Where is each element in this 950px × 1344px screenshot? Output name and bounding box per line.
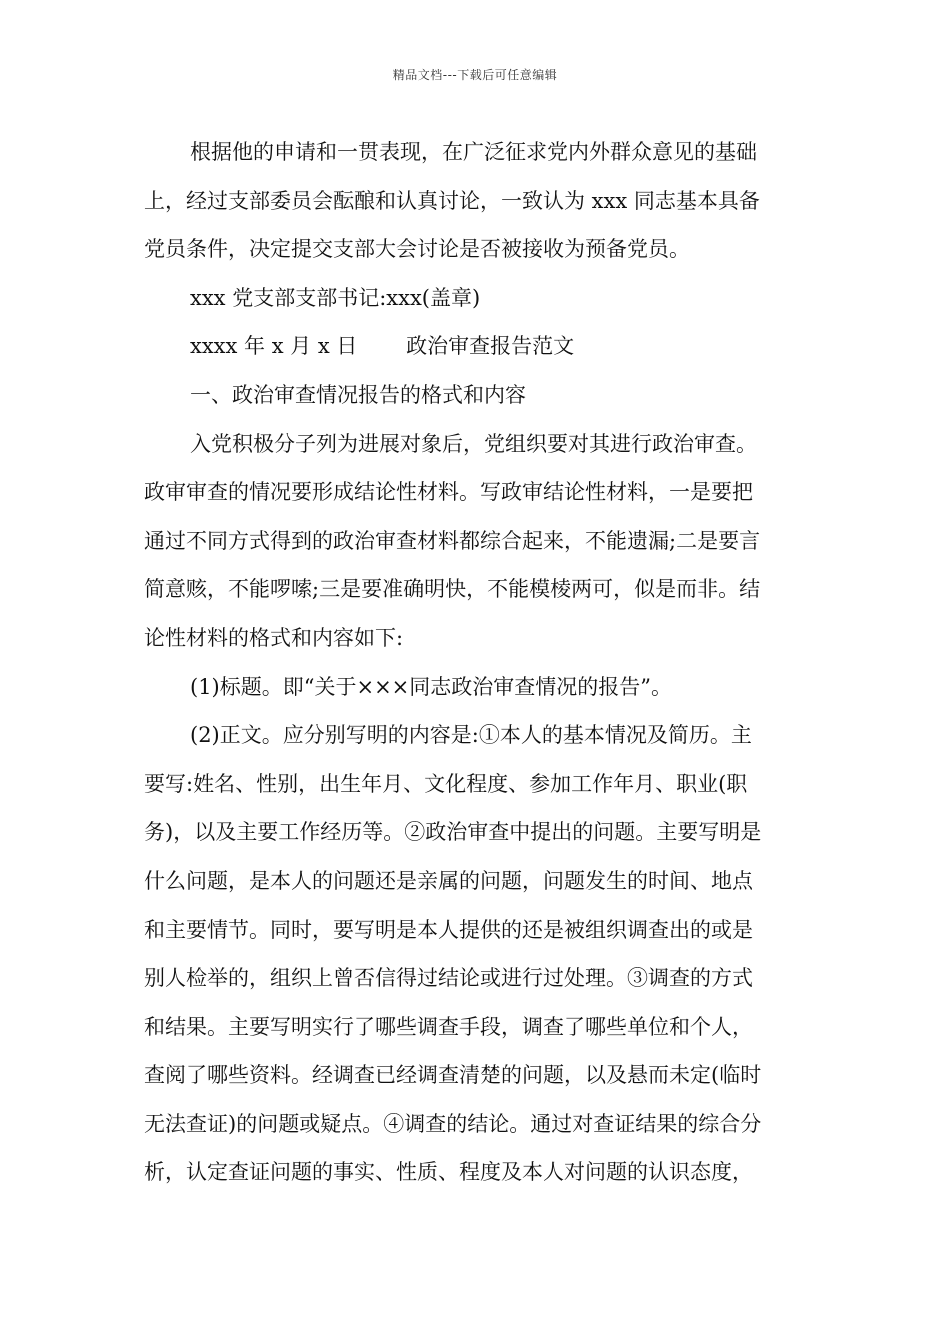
text-line: 简意赅，不能啰嗦;三是要准确明快，不能模棱两可，似是而非。结 [144,577,761,602]
text-line: 别人检举的，组织上曾否信得过结论或进行过处理。③调查的方式 [144,966,753,991]
text-line: 查阅了哪些资料。经调查已经调查清楚的问题，以及悬而未定(临时 [144,1063,762,1088]
text-line: 上，经过支部委员会酝酿和认真讨论，一致认为 xxx 同志基本具备 [144,188,760,213]
text-line: 政审审查的情况要形成结论性材料。写政审结论性材料，一是要把 [144,480,753,505]
text-line: 根据他的申请和一贯表现，在广泛征求党内外群众意见的基础 [190,140,757,164]
text-line: 要写:姓名、性别，出生年月、文化程度、参加工作年月、职业(职 [144,771,748,796]
text-line: 论性材料的格式和内容如下: [144,625,404,650]
text-line: 通过不同方式得到的政治审查材料都综合起来，不能遗漏;二是要言 [144,528,761,553]
text-line: (1)标题。即“关于×××同志政治审查情况的报告”。 [190,674,673,699]
text-line: xxx 党支部支部书记:xxx(盖章) [190,285,481,310]
text-line: 和结果。主要写明实行了哪些调查手段，调查了哪些单位和个人， [144,1014,753,1039]
text-line: 党员条件，决定提交支部大会讨论是否被接收为预备党员。 [144,237,690,262]
text-line: 析，认定查证问题的事实、性质、程度及本人对问题的认识态度， [144,1160,753,1185]
text-line: (2)正文。应分别写明的内容是:①本人的基本情况及简历。主 [190,723,752,748]
text-line: 无法查证)的问题或疑点。④调查的结论。通过对查证结果的综合分 [144,1111,762,1136]
page-header: 精品文档---下载后可任意编辑 [392,68,558,82]
text-line: 入党积极分子列为进展对象后，党组织要对其进行政治审查。 [190,431,757,456]
text-line: 务)，以及主要工作经历等。②政治审查中提出的问题。主要写明是 [144,820,762,845]
document-body [144,128,810,1197]
text-line: 什么问题，是本人的问题还是亲属的问题，问题发生的时间、地点 [144,868,753,893]
text-line: xxxx 年 x 月 x 日 政治审查报告范文 [190,334,575,359]
section-heading: 一、政治审查情况报告的格式和内容 [190,382,526,407]
text-line: 和主要情节。同时，要写明是本人提供的还是被组织调查出的或是 [144,917,753,942]
